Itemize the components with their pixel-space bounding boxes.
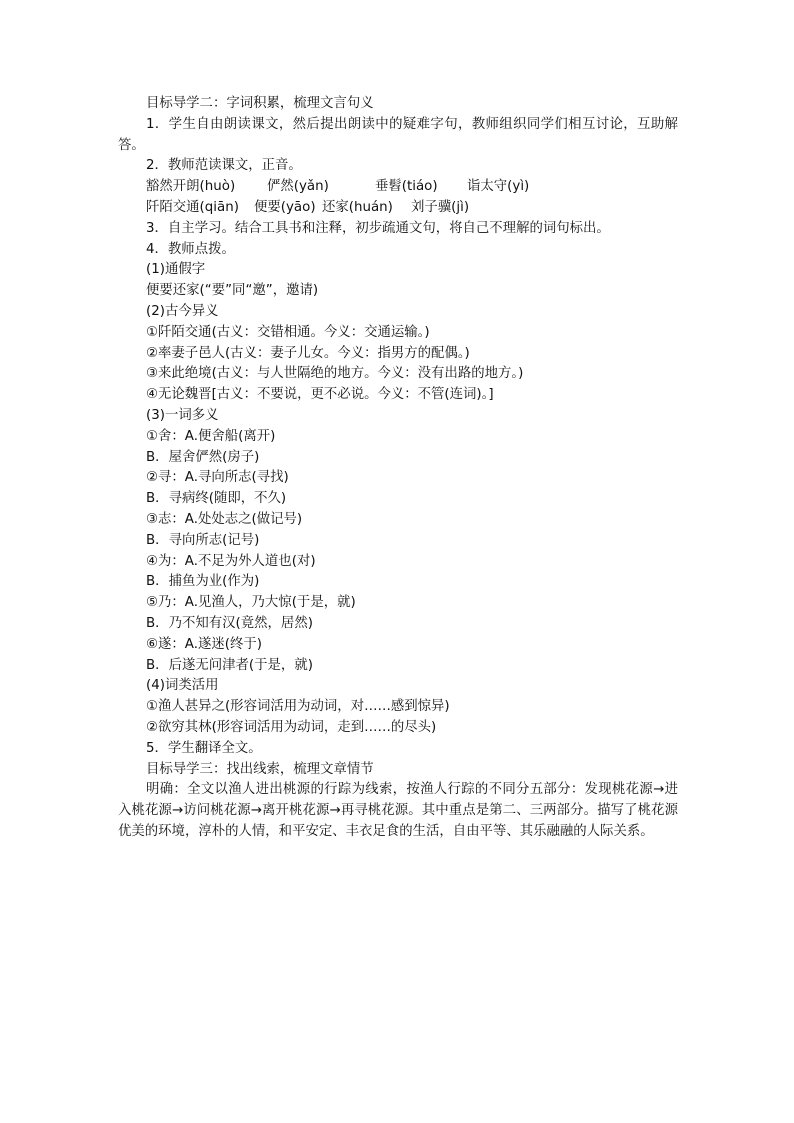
list-item: B．捕鱼为业(作为) [146, 574, 260, 590]
list-item: B．寻向所志(记号) [146, 532, 260, 548]
list-item: ①阡陌交通(古义：交错相通。今义：交通运输。) [146, 324, 430, 340]
summary-paragraph: 明确：全文以渔人进出桃源的行踪为线索，按渔人行踪的不同分五部分：发现桃花源→进入桃花源→访问桃花源→离开桃花源→再寻桃花源。其中重点是第二、三两部分。描写了桃花源优美的环境，淳朴的人情，和平安定、丰衣足食的生活，自由平等、其乐融融的人际关系。 [118, 782, 678, 839]
list-item: B．乃不知有汉(竟然，居然) [146, 615, 313, 631]
list-item: ⑥遂：A.遂迷(终于) [146, 636, 262, 652]
list-item: ②率妻子邑人(古义：妻子儿女。今义：指男方的配偶。) [146, 345, 470, 361]
list-item: B．寻病终(随即，不久) [146, 491, 287, 507]
pinyin-item: 便要(yāo) [254, 199, 316, 215]
pinyin-item: 刘子骥(jì) [411, 199, 470, 215]
pinyin-item: 垂髫(tiáo) [375, 179, 438, 195]
list-item: ③来此绝境(古义：与人世隔绝的地方。今义：没有出路的地方。) [146, 366, 524, 382]
list-item: ①舍：A.便舍船(离开) [146, 428, 276, 444]
pinyin-item: 豁然开朗(huò) [146, 179, 236, 195]
step-1: 1．学生自由朗读课文，然后提出朗读中的疑难字句，教师组织同学们相互讨论，互助解答。 [118, 116, 678, 153]
list-item: B．屋舍俨然(房子) [146, 449, 260, 465]
list-item: ②寻：A.寻向所志(寻找) [146, 470, 289, 486]
section-heading-3: 目标导学三：找出线索，梳理文章情节 [146, 761, 374, 777]
section-heading-2: 目标导学二：字词积累，梳理文言句义 [146, 96, 374, 111]
pinyin-row-1 [118, 177, 678, 198]
subsection-title: (3)一词多义 [146, 407, 219, 423]
list-item: ④为：A.不足为外人道也(对) [146, 553, 316, 569]
list-item: ⑤乃：A.见渔人，乃大惊(于是，就) [146, 595, 356, 611]
step-4: 4．教师点拨。 [146, 241, 235, 257]
list-item: 便要还家(“要”同“邀”，邀请) [146, 283, 319, 299]
pinyin-item: 阡陌交通(qiān) [146, 199, 239, 215]
pinyin-item: 还家(huán) [322, 199, 393, 215]
list-item: ④无论魏晋[古义：不要说，更不必说。今义：不管(连词)。] [146, 387, 494, 403]
subsection-title: (1)通假字 [146, 262, 206, 278]
step-2: 2．教师范读课文，正音。 [146, 158, 302, 174]
subsection-title: (4)词类活用 [146, 678, 219, 694]
step-5: 5．学生翻译全文。 [146, 740, 262, 756]
document-body [118, 94, 678, 843]
list-item: ③志：A.处处志之(做记号) [146, 511, 303, 527]
list-item: ②欲穷其林(形容词活用为动词，走到……的尽头) [146, 719, 437, 735]
pinyin-item: 俨然(yǎn) [267, 179, 329, 195]
step-3: 3．自主学习。结合工具书和注释，初步疏通文句，将自己不理解的词句标出。 [146, 220, 610, 236]
pinyin-item: 诣太守(yì) [467, 179, 530, 195]
list-item: ①渔人甚异之(形容词活用为动词，对……感到惊异) [146, 699, 450, 715]
subsection-title: (2)古今异义 [146, 303, 219, 319]
list-item: B．后遂无问津者(于是，就) [146, 657, 313, 673]
pinyin-row-2 [118, 198, 678, 219]
